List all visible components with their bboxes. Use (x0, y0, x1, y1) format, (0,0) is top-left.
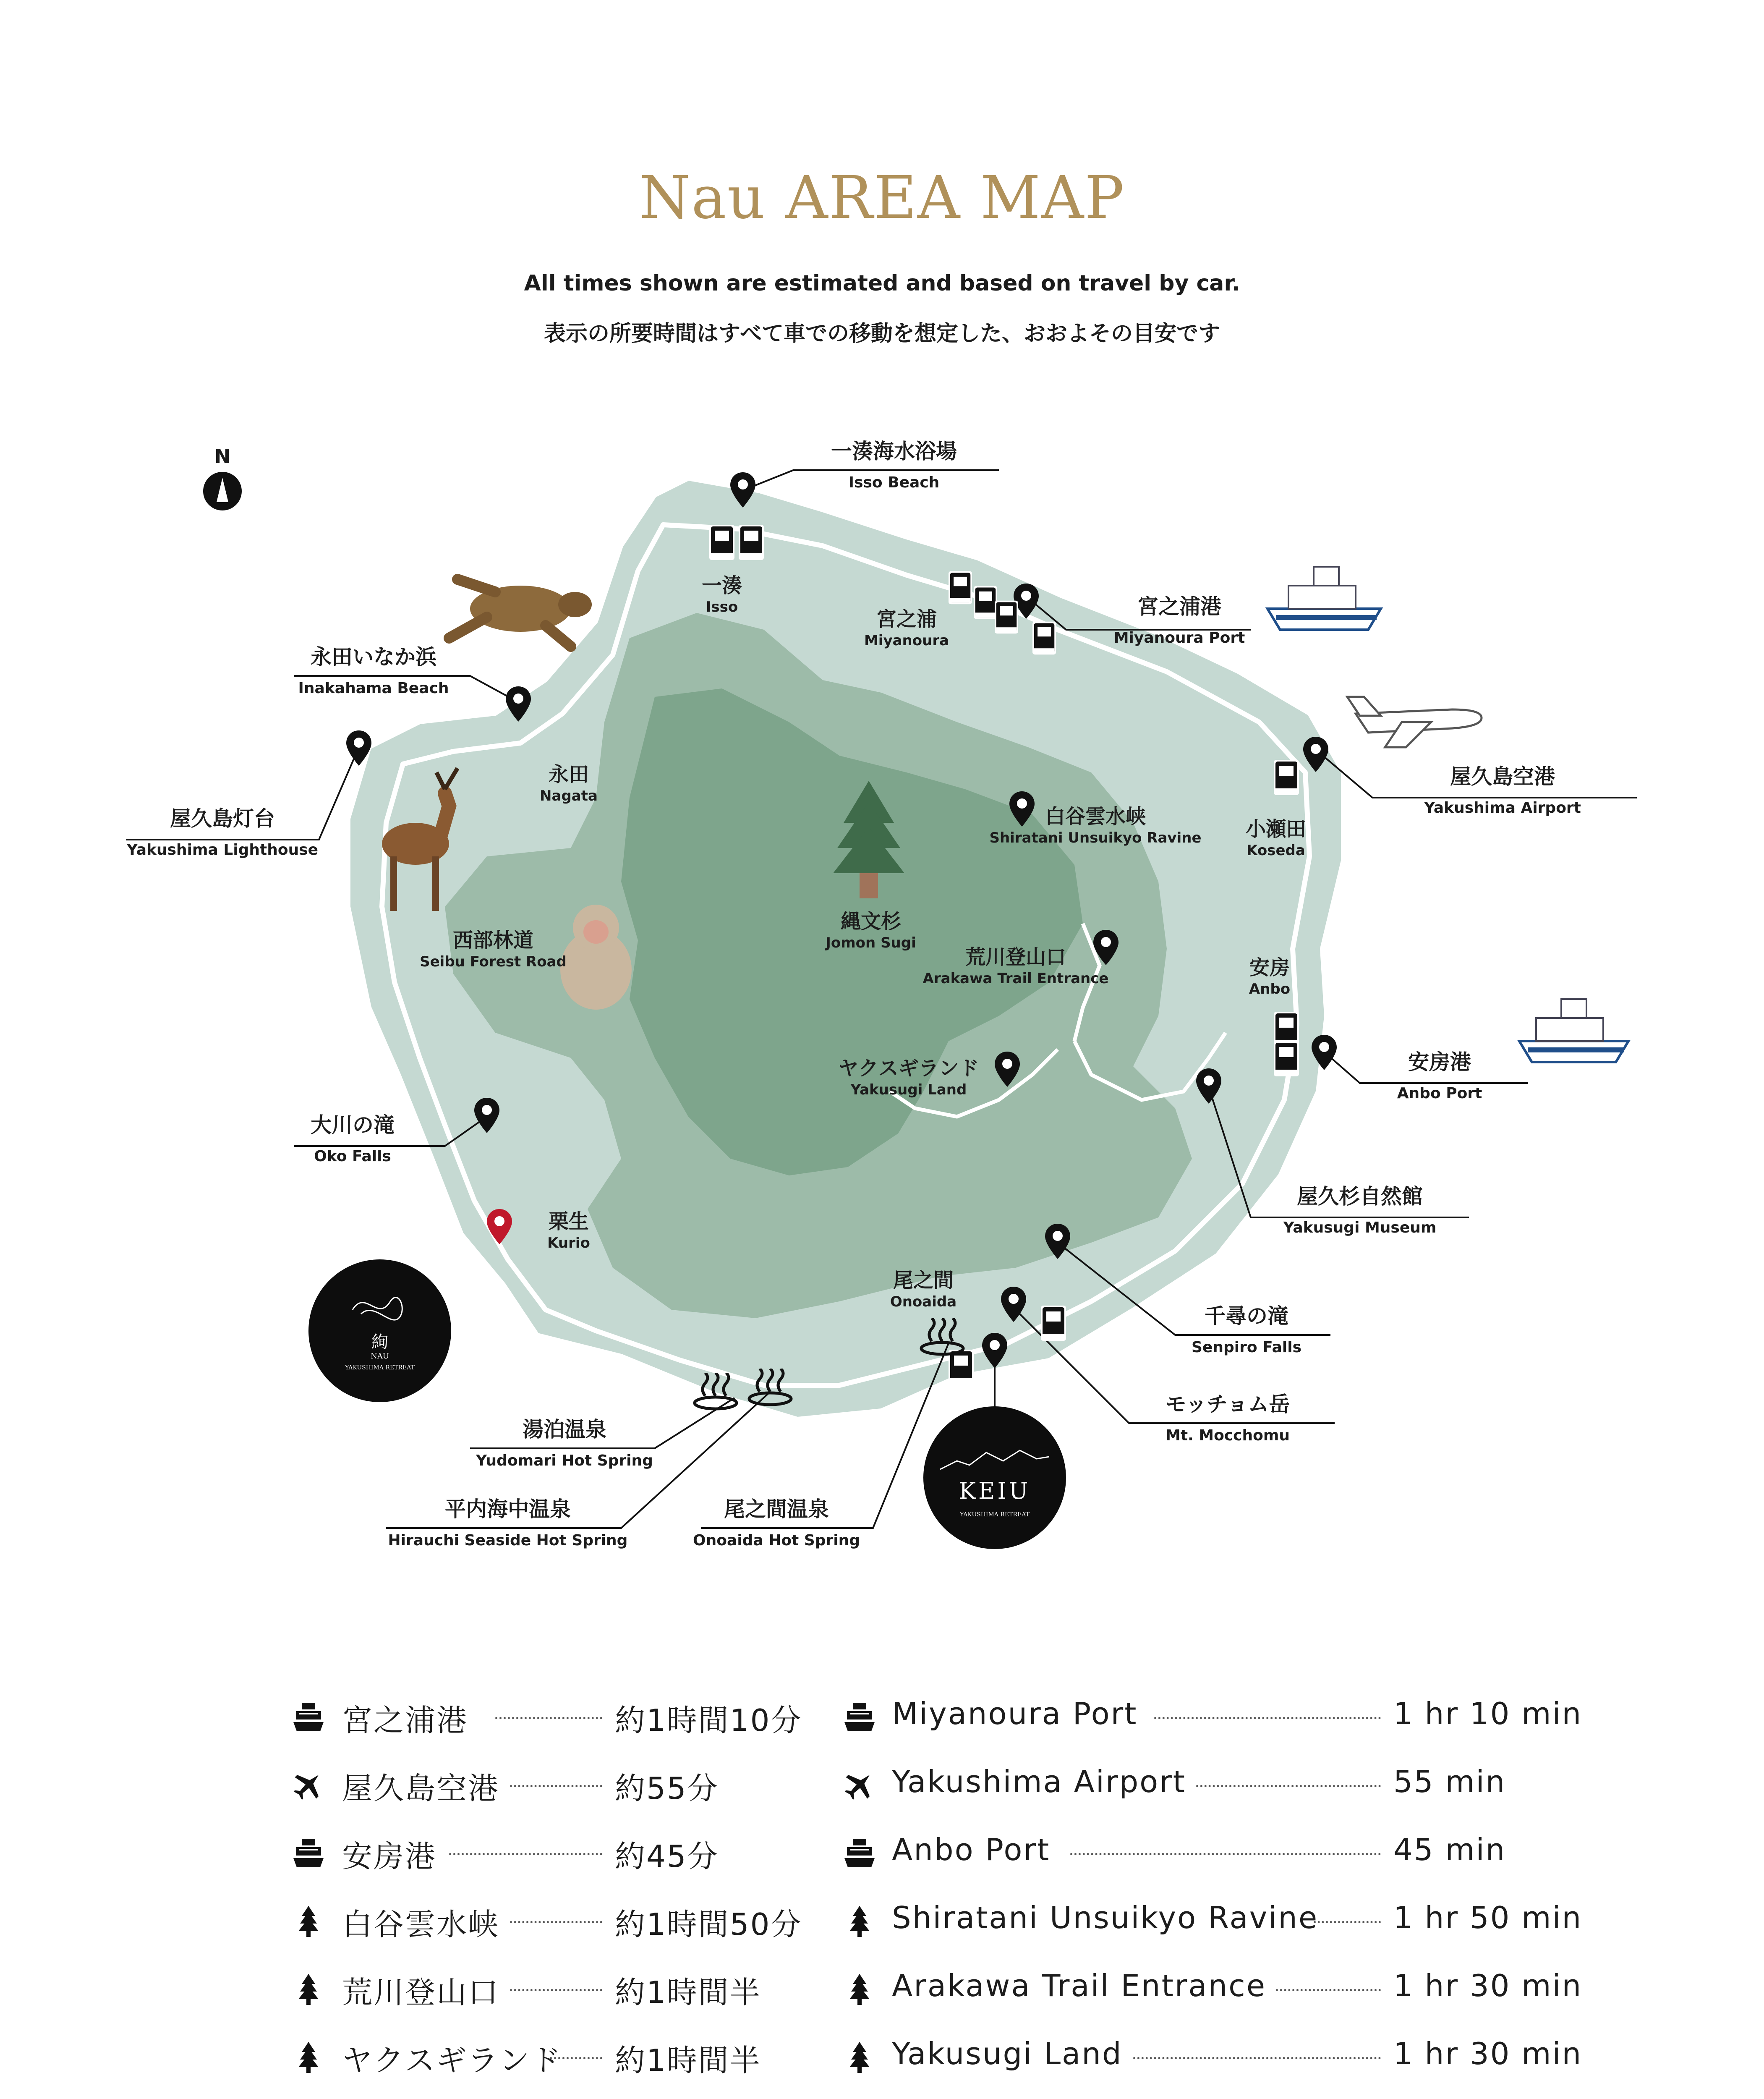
ship-icon (292, 1700, 325, 1734)
label-nagata: 永田 Nagata (540, 763, 598, 804)
label-miyanoura-port: 宮之浦港 Miyanoura Port (1113, 594, 1245, 646)
legend-ja-label: ヤクスギランド (342, 2043, 562, 2078)
gas-station-icon (1274, 1041, 1299, 1076)
dot-leader (449, 1853, 602, 1855)
airplane-icon (1347, 697, 1482, 747)
keiu-mountain-icon (940, 1444, 1049, 1473)
subtitle-ja: 表示の所要時間はすべて車での移動を想定した、おおよその目安です (544, 321, 1220, 346)
tree-icon (292, 2040, 325, 2074)
legend-ja-label: 屋久島空港 (342, 1771, 500, 1806)
plane-icon (843, 1768, 876, 1802)
label-oko-falls: 大川の滝 Oko Falls (311, 1113, 395, 1165)
label-airport: 屋久島空港 Yakushima Airport (1424, 764, 1581, 817)
sea-turtle-icon (449, 579, 592, 646)
label-anbo-port: 安房港 Anbo Port (1397, 1050, 1482, 1102)
ship-icon (843, 1836, 876, 1870)
dot-leader (510, 1921, 602, 1923)
compass-label: N (214, 445, 231, 468)
gas-station-icon (995, 601, 1018, 633)
label-miyanoura: 宮之浦 Miyanoura (864, 607, 949, 649)
label-yakusugi-land: ヤクスギランド Yakusugi Land (838, 1057, 979, 1098)
dot-leader (1133, 2057, 1381, 2059)
gas-station-icon (709, 525, 734, 560)
gas-station-icon (949, 571, 972, 604)
tree-icon (843, 1972, 876, 2006)
dot-leader (1196, 1785, 1381, 1787)
tree-icon (843, 2040, 876, 2074)
legend-en-time: 1 hr 30 min (1393, 1968, 1583, 2003)
legend-en-time: 1 hr 30 min (1393, 2036, 1583, 2071)
legend-en-time: 1 hr 10 min (1393, 1696, 1583, 1731)
label-shiratani: 白谷雲水峡 Shiratani Unsuikyo Ravine (989, 805, 1202, 846)
label-kurio: 栗生 Kurio (547, 1210, 590, 1251)
keiu-badge[interactable] (923, 1406, 1066, 1549)
dot-leader (510, 1989, 602, 1991)
legend-en-label: Anbo Port (892, 1832, 1051, 1867)
legend-ja-label: 白谷雲水峡 (342, 1907, 500, 1942)
label-isso-beach: 一湊海水浴場 Isso Beach (831, 439, 957, 491)
legend-ja-time: 約1時間10分 (615, 1703, 802, 1738)
dot-leader (510, 1785, 602, 1787)
tree-icon (292, 1904, 325, 1938)
gas-station-icon (1032, 622, 1056, 654)
dot-leader (550, 2057, 602, 2059)
legend-ja-label: 荒川登山口 (342, 1975, 500, 2010)
label-koseda: 小瀬田 Koseda (1245, 817, 1307, 859)
label-hirauchi: 平内海中温泉 Hirauchi Seaside Hot Spring (388, 1497, 628, 1549)
legend-en-label: Arakawa Trail Entrance (892, 1968, 1267, 2003)
legend-ja-time: 約1時間半 (615, 1975, 761, 2010)
label-senpiro: 千尋の滝 Senpiro Falls (1192, 1304, 1301, 1356)
ship-icon (843, 1700, 876, 1734)
nau-mark: 絢 (371, 1332, 388, 1352)
ferry-icon-south (1519, 999, 1628, 1062)
dot-leader (1314, 1921, 1381, 1923)
ferry-icon-north (1267, 567, 1381, 630)
legend-ja-label: 安房港 (342, 1839, 437, 1874)
legend-en-time: 1 hr 50 min (1393, 1900, 1583, 1935)
dot-leader (1070, 1853, 1381, 1855)
label-jomon: 縄文杉 Jomon Sugi (826, 910, 916, 951)
legend-en-label: Shiratani Unsuikyo Ravine (892, 1900, 1319, 1935)
legend-ja-label: 宮之浦港 (342, 1703, 468, 1738)
keiu-name: KEIU (959, 1478, 1031, 1504)
ship-icon (292, 1836, 325, 1870)
label-lighthouse: 屋久島灯台 Yakushima Lighthouse (126, 806, 319, 858)
dot-leader (1276, 1989, 1381, 1991)
legend-en-time: 55 min (1393, 1764, 1506, 1799)
label-arakawa: 荒川登山口 Arakawa Trail Entrance (923, 945, 1109, 987)
nau-name: NAU (371, 1352, 389, 1361)
gas-station-icon (1274, 760, 1299, 795)
label-yudomari: 湯泊温泉 Yudomari Hot Spring (476, 1417, 653, 1469)
label-onoaida-onsen: 尾之間温泉 Onoaida Hot Spring (693, 1497, 860, 1549)
label-mocchomu: モッチョム岳 Mt. Mocchomu (1165, 1392, 1290, 1444)
gas-station-icon (739, 525, 764, 560)
label-onoaida: 尾之間 Onoaida (890, 1269, 957, 1310)
legend-en-label: Yakusugi Land (892, 2036, 1123, 2071)
tree-icon (843, 1904, 876, 1938)
gas-station-icon (974, 586, 997, 619)
legend-en-label: Miyanoura Port (892, 1696, 1138, 1731)
gas-station-icon (1041, 1306, 1066, 1341)
nau-logo-icon (348, 1285, 411, 1327)
plane-icon (292, 1768, 325, 1802)
legend-ja-time: 約45分 (615, 1839, 719, 1874)
legend-ja-time: 約55分 (615, 1771, 719, 1806)
map-title: Nau AREA MAP (639, 164, 1125, 232)
label-isso: 一湊 Isso (701, 574, 742, 615)
tree-icon (292, 1972, 325, 2006)
legend-en-time: 45 min (1393, 1832, 1506, 1867)
label-yakusugi-museum: 屋久杉自然館 Yakusugi Museum (1283, 1184, 1437, 1236)
nau-badge[interactable] (308, 1259, 451, 1402)
label-anbo: 安房 Anbo (1249, 956, 1291, 997)
legend-ja-time: 約1時間半 (615, 2043, 761, 2078)
dot-leader (495, 1717, 602, 1719)
label-inakahama: 永田いなか浜 Inakahama Beach (298, 645, 449, 697)
legend-en-label: Yakushima Airport (892, 1764, 1186, 1799)
legend-ja-time: 約1時間50分 (615, 1907, 802, 1942)
keiu-sub: YAKUSHIMA RETREAT (960, 1511, 1030, 1518)
label-seibu: 西部林道 Seibu Forest Road (420, 929, 567, 970)
dot-leader (1154, 1717, 1381, 1719)
nau-sub: YAKUSHIMA RETREAT (345, 1364, 415, 1371)
subtitle-en: All times shown are estimated and based on travel by car. (524, 271, 1240, 296)
